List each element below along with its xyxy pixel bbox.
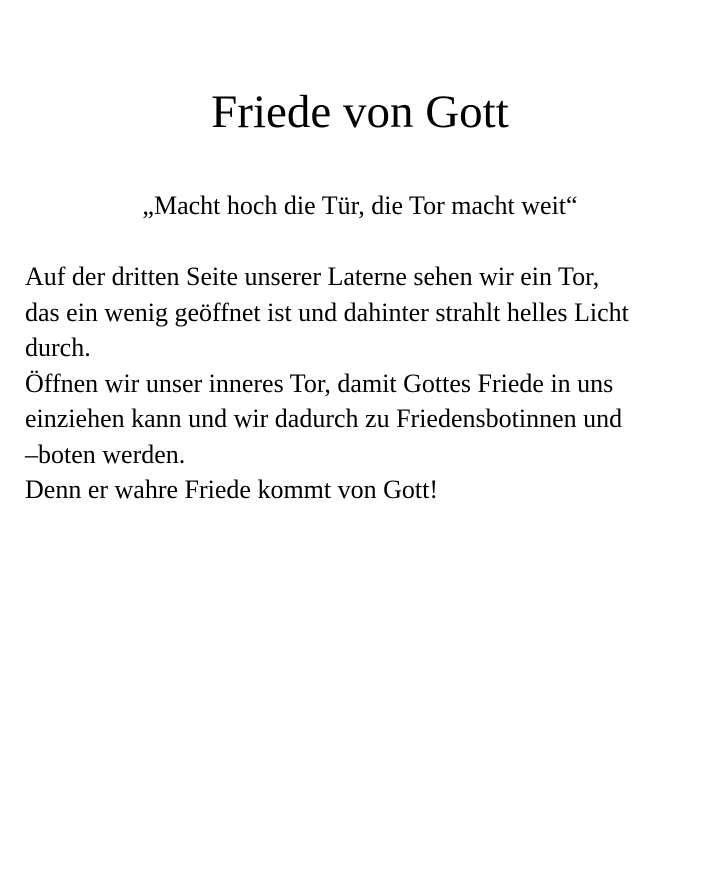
body-line: das ein wenig geöffnet ist und dahinter strahlt helles Licht (25, 297, 629, 327)
body-line: durch. (25, 333, 91, 362)
page-title: Friede von Gott (211, 86, 509, 138)
body-line: einziehen kann und wir dadurch zu Friedensbotinnen und (25, 404, 623, 433)
body-line: Denn er wahre Friede kommt von Gott! (25, 475, 439, 504)
body-paragraph (25, 259, 705, 508)
body-line: Auf der dritten Seite unserer Laterne sehen wir ein Tor, (25, 262, 600, 291)
subtitle-quote: „Macht hoch die Tür, die Tor macht weit“ (142, 191, 578, 220)
body-line: –boten werden. (25, 439, 186, 469)
body-line: Öffnen wir unser inneres Tor, damit Gottes Friede in uns (25, 368, 614, 398)
